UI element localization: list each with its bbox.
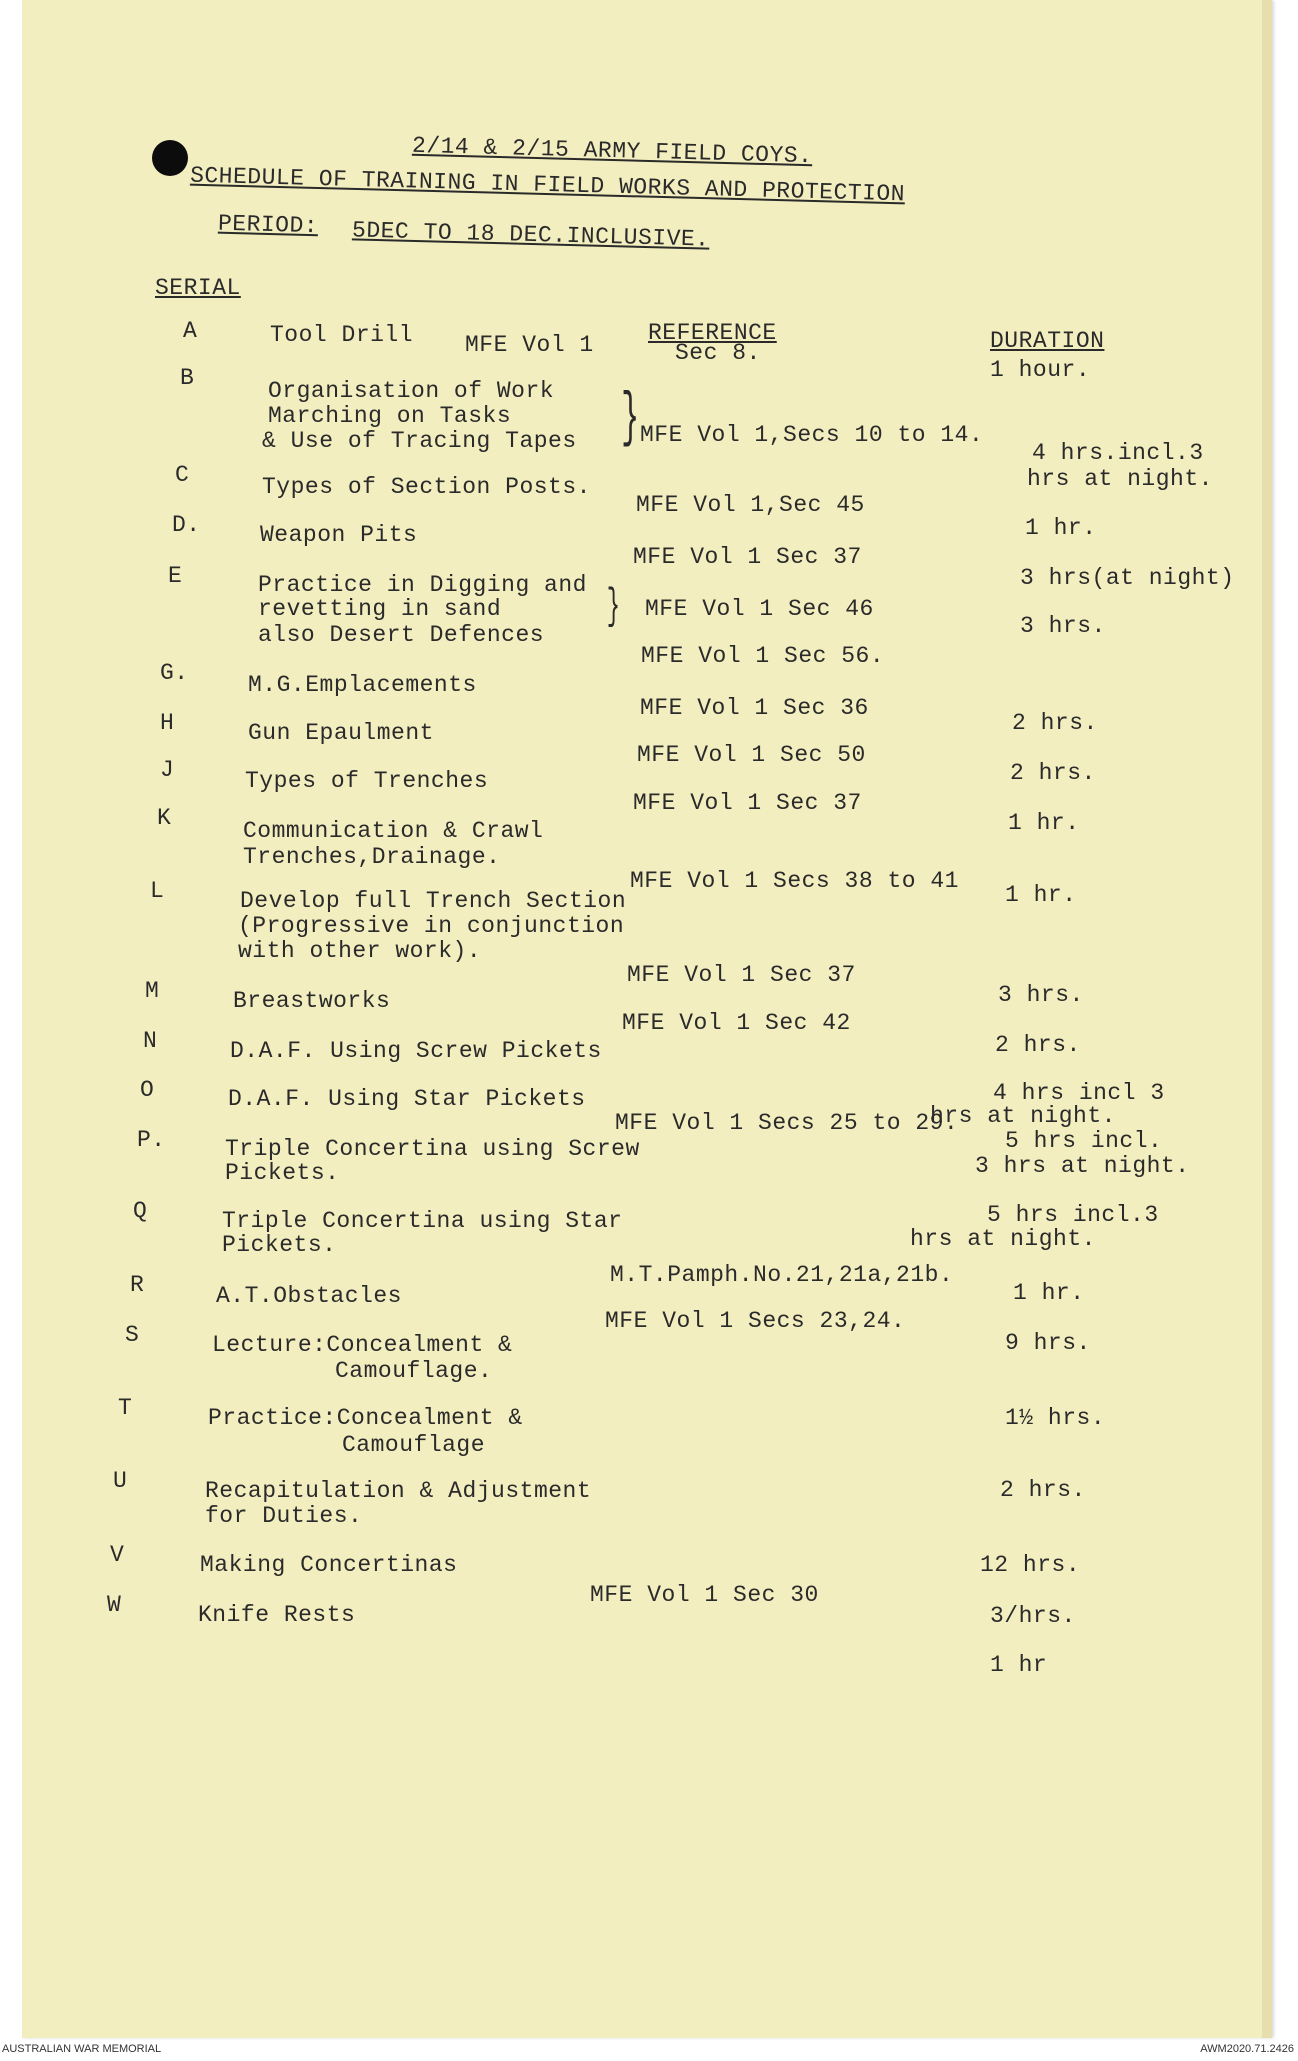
ref-k: MFE Vol 1 Secs 38 to 41	[630, 868, 959, 894]
ref-c: MFE Vol 1,Sec 45	[636, 492, 865, 518]
column-reference: REFERENCE	[648, 320, 777, 346]
ref-e-2: MFE Vol 1 Sec 56.	[641, 643, 885, 669]
serial-p: P.	[137, 1127, 166, 1153]
task-l-1: Develop full Trench Section	[240, 888, 627, 914]
ref-s: MFE Vol 1 Secs 23,24.	[605, 1308, 906, 1334]
duration-k: 1 hr.	[1008, 810, 1080, 836]
task-m: Breastworks	[233, 988, 391, 1014]
ref-g: MFE Vol 1 Sec 36	[640, 695, 869, 721]
duration-e-1: 3 hrs(at night)	[1020, 565, 1235, 591]
task-e-2: revetting in sand	[258, 596, 502, 622]
punch-hole	[152, 140, 188, 176]
duration-l: 1 hr.	[1005, 882, 1077, 908]
duration-m: 3 hrs.	[998, 982, 1084, 1008]
serial-c: C	[175, 462, 190, 488]
duration-q-2: hrs at night.	[910, 1226, 1096, 1252]
task-h: Gun Epaulment	[248, 720, 434, 746]
task-b-2: Marching on Tasks	[268, 403, 512, 429]
ref-a: MFE Vol 1	[465, 332, 594, 358]
task-b-3: & Use of Tracing Tapes	[262, 428, 577, 454]
task-d: Weapon Pits	[260, 522, 418, 548]
serial-b: B	[180, 365, 195, 391]
duration-t: 1½ hrs.	[1005, 1405, 1106, 1431]
task-u-2: for Duties.	[205, 1503, 363, 1529]
duration-u: 2 hrs.	[1000, 1477, 1086, 1503]
task-o: D.A.F. Using Star Pickets	[228, 1086, 586, 1112]
page-edge	[1262, 0, 1272, 2038]
header-line-2: SCHEDULE OF TRAINING IN FIELD WORKS AND PROTECTION	[189, 162, 906, 208]
task-l-3: with other work).	[238, 938, 482, 964]
duration-d: 1 hr.	[1025, 515, 1097, 541]
serial-s: S	[125, 1322, 140, 1348]
ref-e: MFE Vol 1 Sec 46	[645, 596, 874, 622]
serial-g: G.	[160, 660, 189, 686]
serial-l: L	[150, 878, 165, 904]
serial-q: Q	[133, 1198, 148, 1224]
task-b-1: Organisation of Work	[268, 378, 555, 404]
task-p-1: Triple Concertina using Screw	[225, 1136, 640, 1162]
duration-o-2: hrs at night.	[930, 1103, 1116, 1129]
ref-l: MFE Vol 1 Sec 37	[627, 962, 856, 988]
duration-b-1: 4 hrs.incl.3	[1032, 440, 1204, 466]
footer-right: AWM2020.71.2426	[1200, 2043, 1294, 2055]
task-n: D.A.F. Using Screw Pickets	[230, 1038, 602, 1064]
task-u-1: Recapitulation & Adjustment	[205, 1478, 592, 1504]
task-q-1: Triple Concertina using Star	[222, 1208, 623, 1234]
serial-d: D.	[172, 512, 201, 538]
ref-m: MFE Vol 1 Sec 42	[622, 1010, 851, 1036]
serial-t: T	[118, 1395, 133, 1421]
serial-m: M	[145, 978, 160, 1004]
task-g: M.G.Emplacements	[248, 672, 477, 698]
task-l-2: (Progressive in conjunction	[238, 913, 625, 939]
serial-j: J	[160, 757, 175, 783]
duration-p-1: 5 hrs incl.	[1005, 1128, 1163, 1154]
duration-w-extra: 1 hr	[990, 1652, 1048, 1678]
duration-s: 9 hrs.	[1005, 1330, 1091, 1356]
task-s-1: Lecture:Concealment &	[212, 1332, 513, 1358]
task-e-3: also Desert Defences	[258, 622, 545, 648]
serial-k: K	[157, 805, 172, 831]
task-v: Making Concertinas	[200, 1552, 458, 1578]
task-t-2: Camouflage	[342, 1432, 486, 1458]
serial-u: U	[113, 1468, 128, 1494]
duration-p-2: 3 hrs at night.	[975, 1153, 1190, 1179]
serial-h: H	[160, 710, 175, 736]
task-w: Knife Rests	[198, 1602, 356, 1628]
column-serial: SERIAL	[155, 275, 241, 301]
period-value: 5DEC TO 18 DEC.INCLUSIVE.	[351, 217, 710, 253]
duration-h: 2 hrs.	[1012, 710, 1098, 736]
duration-o-1: 4 hrs incl 3	[993, 1080, 1165, 1106]
ref-r: M.T.Pamph.No.21,21a,21b.	[610, 1262, 954, 1288]
task-j: Types of Trenches	[245, 768, 489, 794]
serial-a: A	[183, 318, 198, 344]
task-r: A.T.Obstacles	[216, 1283, 402, 1309]
duration-w: 3/hrs.	[990, 1603, 1076, 1629]
task-k-2: Trenches,Drainage.	[243, 844, 501, 870]
task-p-2: Pickets.	[225, 1160, 340, 1186]
task-c: Types of Section Posts.	[262, 474, 591, 500]
serial-v: V	[110, 1542, 125, 1568]
duration-j: 2 hrs.	[1010, 760, 1096, 786]
ref-d: MFE Vol 1 Sec 37	[633, 544, 862, 570]
ref-b: MFE Vol 1,Secs 10 to 14.	[640, 422, 984, 448]
ref-v: MFE Vol 1 Sec 30	[590, 1582, 819, 1608]
ref-j: MFE Vol 1 Sec 37	[633, 790, 862, 816]
serial-e: E	[168, 563, 183, 589]
serial-o: O	[140, 1077, 155, 1103]
brace-e: }	[606, 582, 621, 632]
task-q-2: Pickets.	[222, 1232, 337, 1258]
ref-o: MFE Vol 1 Secs 25 to 29.	[615, 1110, 959, 1136]
duration-v: 12 hrs.	[980, 1552, 1081, 1578]
serial-n: N	[143, 1028, 158, 1054]
task-k-1: Communication & Crawl	[243, 818, 544, 844]
serial-r: R	[130, 1272, 145, 1298]
duration-q-1: 5 hrs incl.3	[987, 1202, 1159, 1228]
footer-left: AUSTRALIAN WAR MEMORIAL	[2, 2043, 162, 2055]
task-s-2: Camouflage.	[335, 1358, 493, 1384]
ref-a-2: Sec 8.	[675, 340, 761, 366]
duration-a: 1 hour.	[990, 357, 1091, 383]
duration-e-2: 3 hrs.	[1020, 613, 1106, 639]
task-t-1: Practice:Concealment &	[208, 1405, 523, 1431]
task-a: Tool Drill	[270, 322, 414, 348]
column-duration: DURATION	[990, 328, 1105, 354]
duration-n: 2 hrs.	[995, 1032, 1081, 1058]
period-label: PERIOD:	[217, 210, 319, 240]
serial-w: W	[107, 1592, 122, 1618]
duration-b-2: hrs at night.	[1027, 466, 1213, 492]
brace-b: }	[621, 385, 640, 453]
header-line-1: 2/14 & 2/15 ARMY FIELD COYS.	[411, 132, 813, 170]
duration-r: 1 hr.	[1013, 1280, 1085, 1306]
ref-h: MFE Vol 1 Sec 50	[637, 742, 866, 768]
task-e-1: Practice in Digging and	[258, 572, 587, 598]
